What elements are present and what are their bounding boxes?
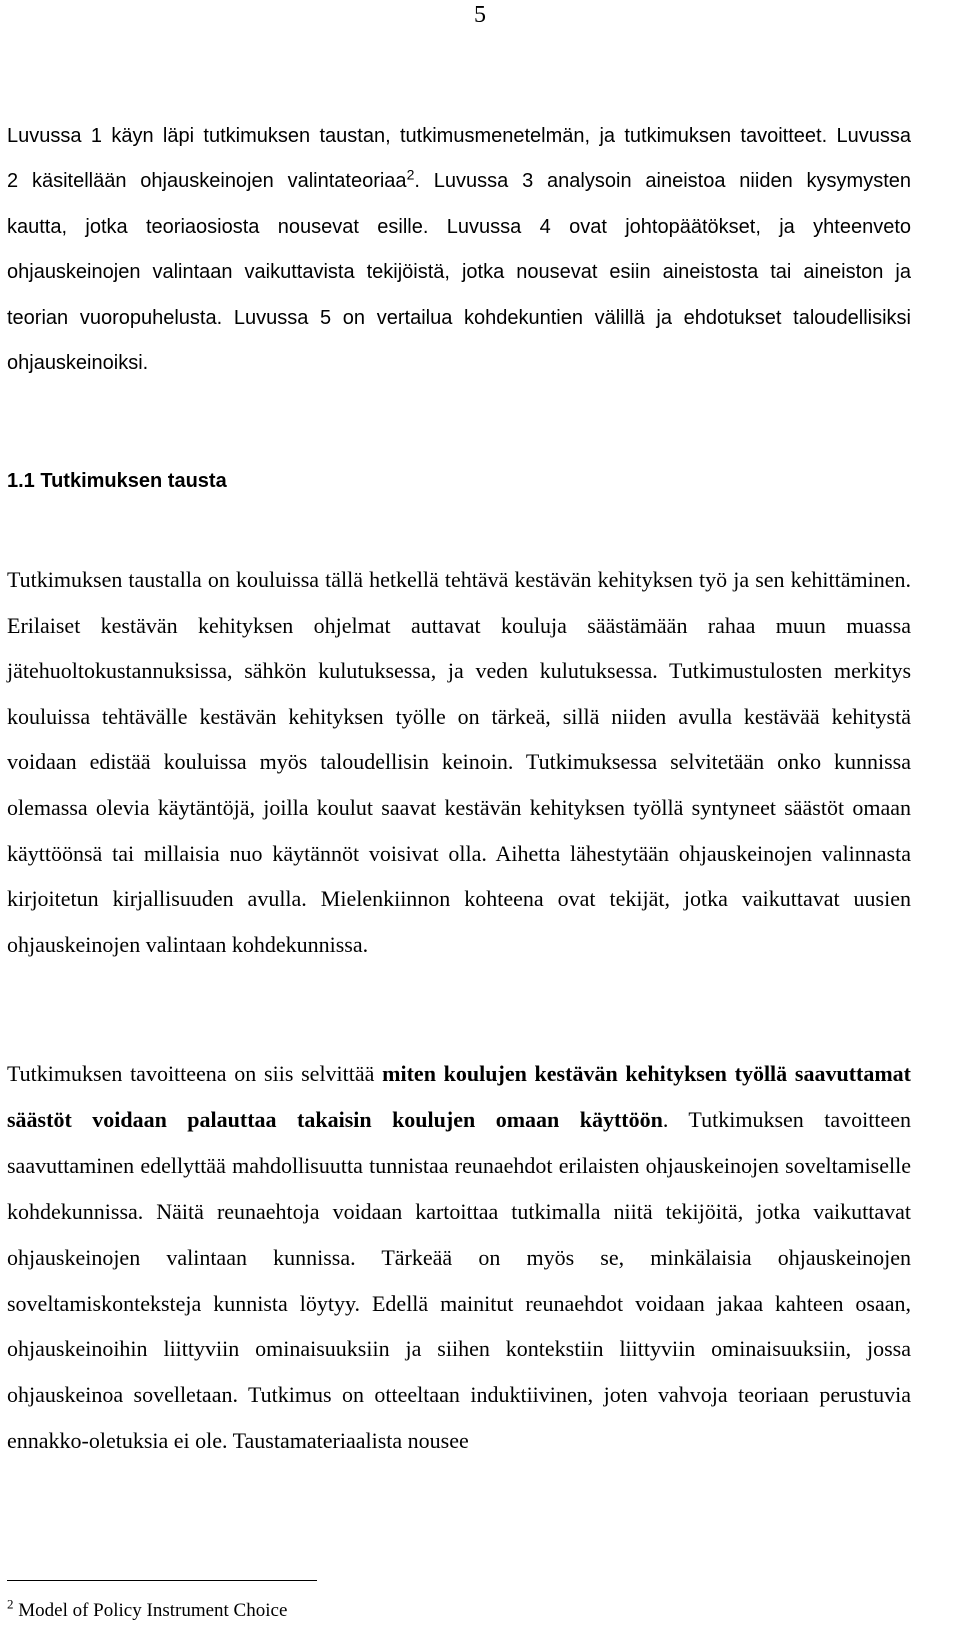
footnote <box>7 1598 287 1624</box>
page-number: 5 <box>474 2 486 28</box>
intro-text-part2: . Luvussa 3 analysoin aineistoa niiden kysymysten kautta, jotka teoriaosiosta nousevat esille. Luvussa 4 ovat johtopäätökset, ja yhteenveto ohjauskeinojen valintaan vaikuttavista tekijöistä, jotka nousevat esiin aineistosta tai aineiston ja teorian vuoropuhelusta. Luvussa 5 on vertailua kohdekuntien välillä ja ehdotukset taloudellisiksi ohjauskeinoiksi. <box>7 170 911 375</box>
intro-text-part1: Luvussa 1 käyn läpi tutkimuksen taustan, tutkimusmenetelmän, ja tutkimuksen tavoitteet. Luvussa 2 käsitellään ohjauskeinojen valintateoriaa <box>7 125 911 193</box>
goal-paragraph <box>7 1051 911 1464</box>
section-heading: 1.1 Tutkimuksen tausta <box>7 470 227 492</box>
footnote-divider <box>7 1580 317 1581</box>
intro-paragraph <box>7 114 911 386</box>
background-paragraph: Tutkimuksen taustalla on kouluissa tällä hetkellä tehtävä kestävän kehityksen työ ja sen kehittäminen. Erilaiset kestävän kehityksen ohjelmat auttavat kouluja säästämään rahaa muun muassa jätehuoltokustannuksissa, sähkön kulutuksessa, ja veden kulutuksessa. Tutkimustulosten merkitys kouluissa tehtävälle kestävän kehityksen työlle on tärkeä, sillä niiden avulla kestävää kehitystä voidaan edistää kouluissa myös taloudellisin keinoin. Tutkimuksessa selvitetään onko kunnissa olemassa olevia käytäntöjä, joilla koulut saavat kestävän kehityksen työllä syntyneet säästöt omaan käyttöönsä tai millaisia nuo käytännöt voisivat olla. Aihetta lähestytään ohjauskeinojen valinnasta kirjoitetun kirjallisuuden avulla. Mielenkiinnon kohteena ovat tekijät, jotka vaikuttavat uusien ohjauskeinojen valintaan kohdekunnissa. <box>7 567 911 957</box>
research-question: miten koulujen kestävän kehityksen työllä saavuttamat säästöt voidaan palauttaa takaisin koulujen omaan käyttöön <box>7 1061 911 1132</box>
footnote-number: 2 <box>7 1596 14 1612</box>
footnote-reference: 2 <box>406 166 415 183</box>
goal-text-start: Tutkimuksen tavoitteena on siis selvittää <box>7 1061 383 1086</box>
goal-text-rest: . Tutkimuksen tavoitteen saavuttaminen edellyttää mahdollisuutta tunnistaa reunaehdot erilaisten ohjauskeinojen soveltamiselle kohdekunnissa. Näitä reunaehtoja voidaan kartoittaa tutkimalla niitä tekijöitä, jotka vaikuttavat ohjauskeinojen valintaan kunnissa. Tärkeää on myös se, minkälaisia ohjauskeinojen soveltamiskonteksteja kunnista löytyy. Edellä mainitut reunaehdot voidaan jakaa kahteen osaan, ohjauskeinoihin liittyviin ominaisuuksiin ja siihen kontekstiin liittyviin ominaisuuksiin, jossa ohjauskeinoa sovelletaan. Tutkimus on otteeltaan induktiivinen, joten vahvoja teoriaan perustuvia ennakko-oletuksia ei ole. Taustamateriaalista nousee <box>7 1106 911 1454</box>
footnote-text: Model of Policy Instrument Choice <box>18 1600 288 1621</box>
